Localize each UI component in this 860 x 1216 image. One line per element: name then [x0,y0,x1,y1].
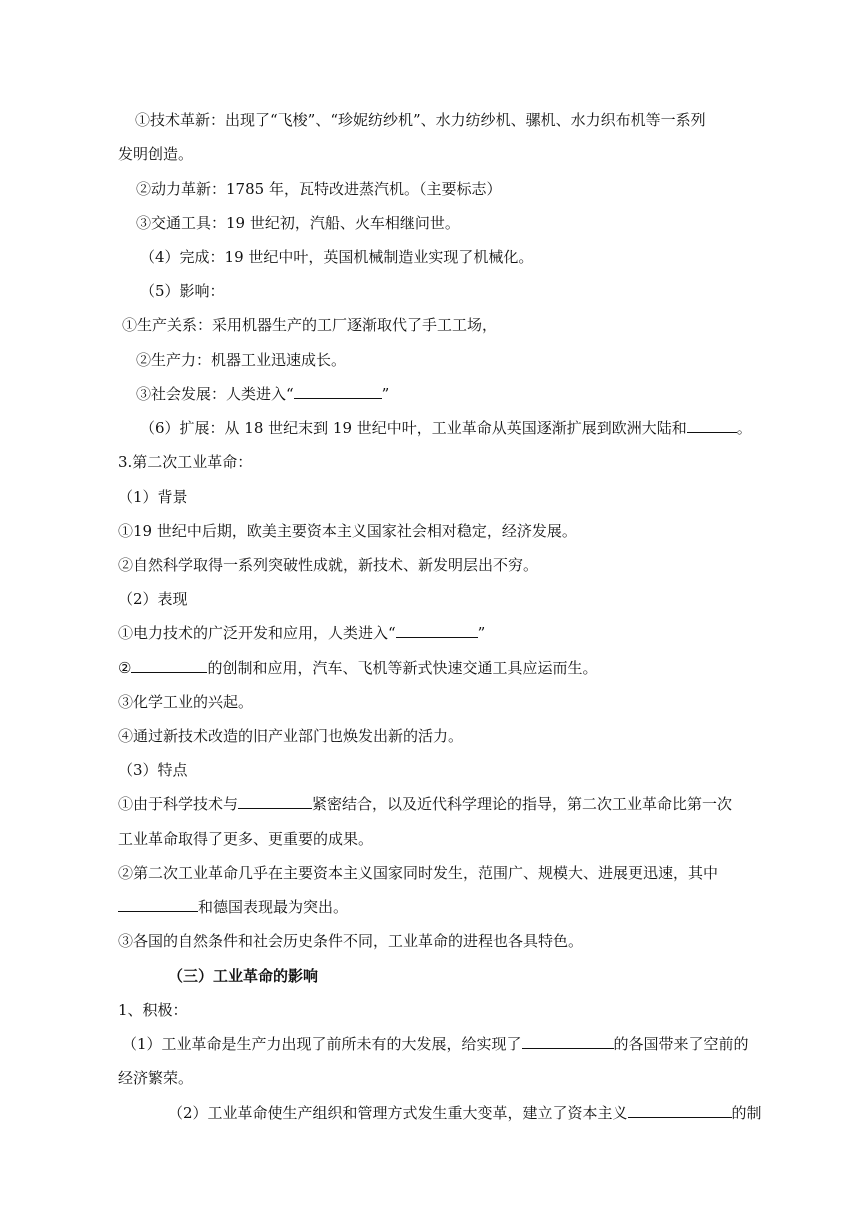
text-line: ②第二次工业革命几乎在主要资本主义国家同时发生，范围广、规模大、进展更迅速，其中 [118,864,719,882]
text-line: ①生产关系：采用机器生产的工厂逐渐取代了手工工场， [122,316,498,334]
text-line: （5）影响： [140,282,225,300]
text-line: （3）特点 [118,761,188,779]
text-line: ③社会发展：人类进入“ ” [136,385,390,403]
fill-blank[interactable] [238,794,312,809]
fill-blank[interactable] [628,1103,732,1118]
text-line: 1、积极： [118,1001,188,1019]
text-line: （4）完成：19 世纪中叶，英国机械制造业实现了机械化。 [140,248,534,266]
text-line: ② 的创制和应用，汽车、飞机等新式快速交通工具应运而生。 [118,659,598,677]
fill-blank[interactable] [522,1034,614,1049]
text-line: （1）工业革命是生产力出现了前所未有的大发展，给实现了 的各国带来了空前的 [122,1035,749,1053]
section-heading: 3.第二次工业革命： [118,453,253,471]
text-line: ③交通工具：19 世纪初，汽船、火车相继问世。 [136,214,460,232]
text-line: （2）工业革命使生产组织和管理方式发生重大变革，建立了资本主义 的制 [168,1104,762,1122]
text-line: ④通过新技术改造的旧产业部门也焕发出新的活力。 [118,727,464,745]
text-line: ①电力技术的广泛开发和应用，人类进入“ ” [118,624,486,642]
text-line: 工业革命取得了更多、更重要的成果。 [118,830,374,848]
text-line: ①19 世纪中后期，欧美主要资本主义国家社会相对稳定，经济发展。 [118,522,577,540]
fill-blank[interactable] [687,418,737,433]
text-line: （1）背景 [118,488,188,506]
text-line: （2）表现 [118,590,188,608]
text-line: 发明创造。 [118,145,194,163]
text-line: ①技术革新：出现了“飞梭”、“珍妮纺纱机”、水力纺纱机、骡机、水力织布机等一系列 [135,111,706,129]
fill-blank[interactable] [396,623,478,638]
section-heading: （三）工业革命的影响 [168,967,319,985]
text-line: ①由于科学技术与 紧密结合，以及近代科学理论的指导，第二次工业革命比第一次 [118,795,733,813]
text-line: 和德国表现最为突出。 [118,897,348,917]
text-line: ③各国的自然条件和社会历史条件不同，工业革命的进程也各具特色。 [118,932,584,950]
text-line: 经济繁荣。 [118,1069,194,1087]
fill-blank[interactable] [118,897,198,912]
fill-blank[interactable] [131,658,207,673]
text-line: （6）扩展：从 18 世纪末到 19 世纪中叶，工业革命从英国逐渐扩展到欧洲大陆和 。 [140,419,752,437]
text-line: ②动力革新：1785 年，瓦特改进蒸汽机。（主要标志） [136,180,502,198]
text-line: ②自然科学取得一系列突破性成就，新技术、新发明层出不穷。 [118,556,539,574]
text-line: ③化学工业的兴起。 [118,693,254,711]
fill-blank[interactable] [294,384,382,399]
text-line: ②生产力：机器工业迅速成长。 [136,351,347,369]
